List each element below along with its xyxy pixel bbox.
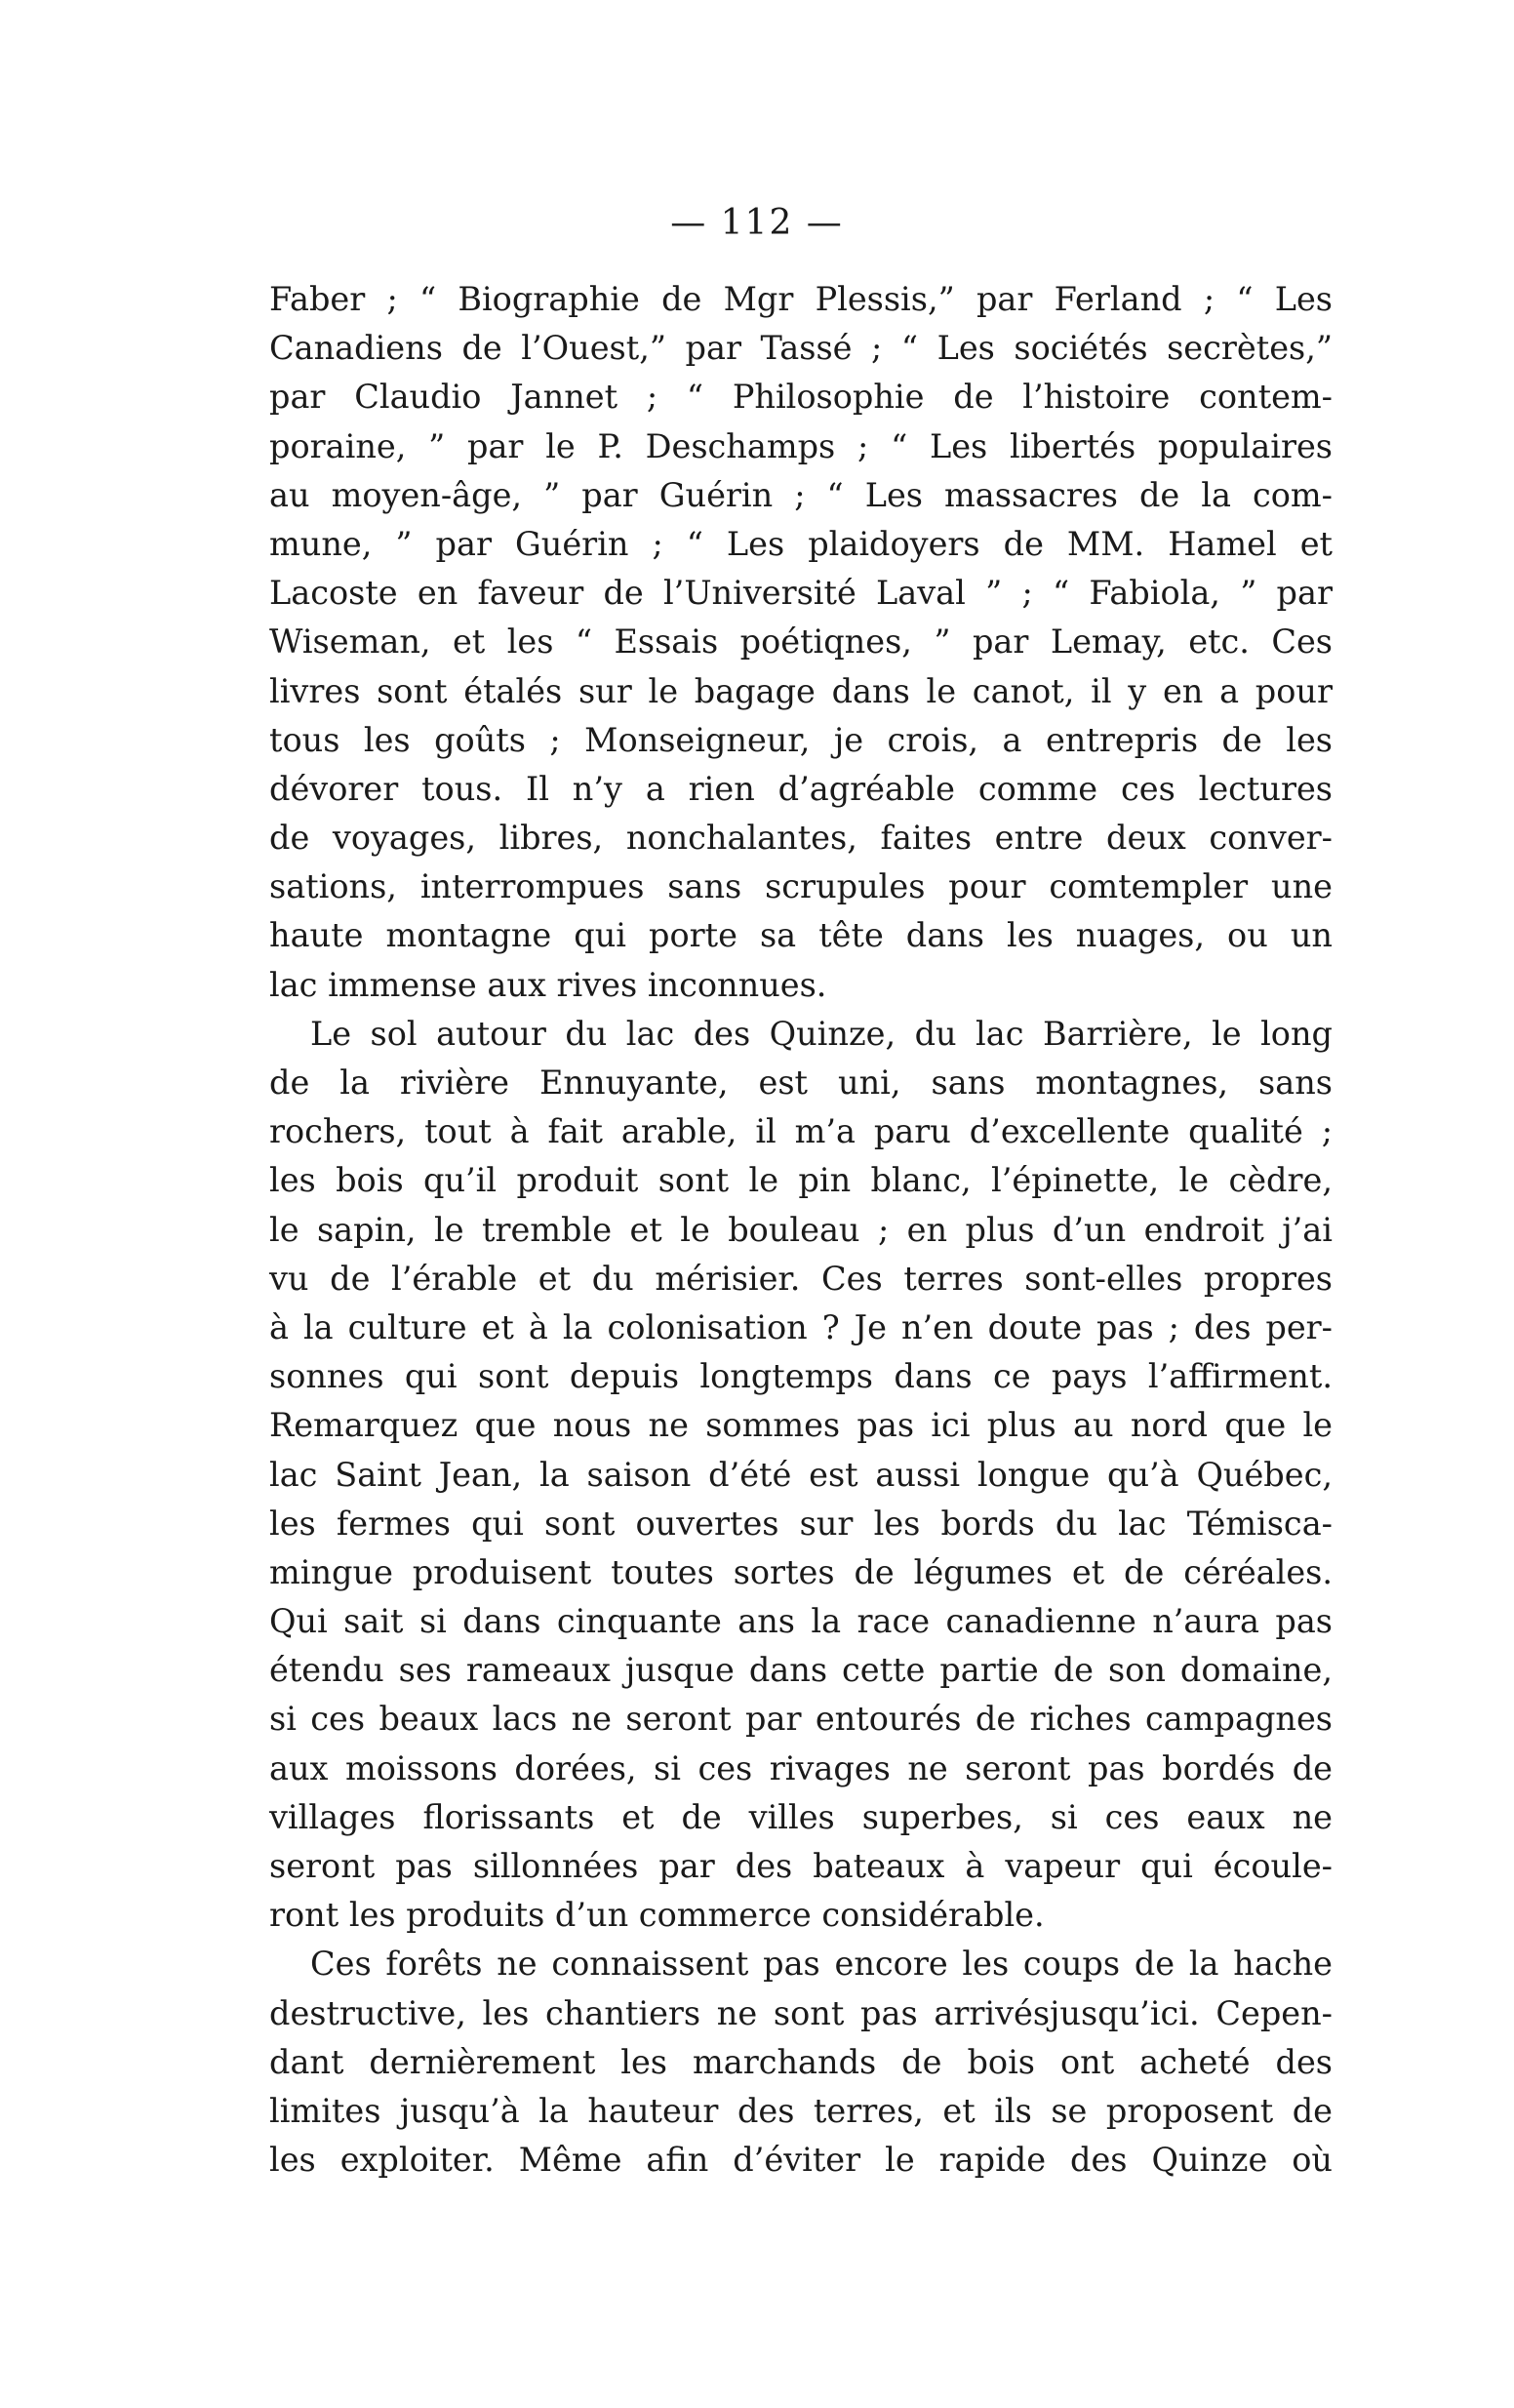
text-line: seront pas sillonnées par des bateaux à vapeur qui écoule- [269, 1847, 1333, 1885]
text-line: les exploiter. Même afin d’éviter le rapide des Quinze où [269, 2141, 1333, 2180]
page-number: — 112 — [670, 203, 844, 243]
text-line: tous les goûts ; Monseigneur, je crois, a entrepris de les [269, 720, 1333, 759]
text-line: lac Saint Jean, la saison d’été est aussi longue qu’à Québec, [269, 1455, 1333, 1494]
text-line: de voyages, libres, nonchalantes, faites entre deux conver- [269, 819, 1333, 858]
text-line: Canadiens de l’Ouest,” par Tassé ; “ Les sociétés secrètes,” [269, 329, 1333, 368]
text-line: le sapin, le tremble et le bouleau ; en plus d’un endroit j’ai [269, 1210, 1333, 1249]
paragraph-end-line: ront les produits d’un commerce considérable. [269, 1896, 1045, 1935]
text-line: Qui sait si dans cinquante ans la race canadienne n’aura pas [269, 1602, 1333, 1641]
text-line: mingue produisent toutes sortes de légumes et de céréales. [269, 1552, 1333, 1591]
text-line: Faber ; “ Biographie de Mgr Plessis,” par Ferland ; “ Les [269, 280, 1333, 318]
body-text [269, 275, 1333, 2185]
text-line: les bois qu’il produit sont le pin blanc, l’épinette, le cèdre, [269, 1161, 1333, 1200]
text-line: au moyen-âge, ” par Guérin ; “ Les massacres de la com- [269, 475, 1333, 514]
text-line: rochers, tout à fait arable, il m’a paru d’excellente qualité ; [269, 1112, 1333, 1151]
text-line: mune, ” par Guérin ; “ Les plaidoyers de MM. Hamel et [269, 524, 1333, 563]
paragraph-start-line: Le sol autour du lac des Quinze, du lac Barrière, le long [310, 1014, 1333, 1053]
text-line: vu de l’érable et du mérisier. Ces terres sont-elles propres [269, 1259, 1333, 1298]
text-line: Wiseman, et les “ Essais poétiqnes, ” par Lemay, etc. Ces [269, 622, 1333, 662]
text-line: sations, interrompues sans scrupules pour comtempler une [269, 867, 1333, 906]
text-line: sonnes qui sont depuis longtemps dans ce pays l’affirment. [269, 1357, 1333, 1396]
text-line: étendu ses rameaux jusque dans cette partie de son domaine, [269, 1651, 1333, 1690]
text-line: à la culture et à la colonisation ? Je n’en doute pas ; des per- [269, 1307, 1333, 1346]
text-line: haute montagne qui porte sa tête dans les nuages, ou un [269, 916, 1333, 955]
text-line: Lacoste en faveur de l’Université Laval ” ; “ Fabiola, ” par [269, 574, 1333, 613]
text-line: aux moissons dorées, si ces rivages ne seront pas bordés de [269, 1748, 1333, 1787]
text-line: poraine, ” par le P. Deschamps ; “ Les libertés populaires [269, 426, 1333, 465]
text-line: de la rivière Ennuyante, est uni, sans montagnes, sans [269, 1064, 1333, 1102]
text-line: livres sont étalés sur le bagage dans le canot, il y en a pour [269, 671, 1333, 710]
text-line: limites jusqu’à la hauteur des terres, et ils se proposent de [269, 2091, 1333, 2130]
text-line: dévorer tous. Il n’y a rien d’agréable comme ces lectures [269, 769, 1333, 808]
text-line: les fermes qui sont ouvertes sur les bords du lac Témisca- [269, 1504, 1333, 1543]
paragraph-start-line: Ces forêts ne connaissent pas encore les coups de la hache [310, 1945, 1333, 1984]
text-line: Remarquez que nous ne sommes pas ici plus au nord que le [269, 1406, 1333, 1445]
text-line: villages florissants et de villes superbes, si ces eaux ne [269, 1797, 1333, 1836]
paragraph-end-line: lac immense aux rives inconnues. [269, 965, 827, 1004]
text-line: par Claudio Jannet ; “ Philosophie de l’histoire contem- [269, 378, 1333, 417]
text-line: destructive, les chantiers ne sont pas arrivésjusqu’ici. Cepen- [269, 1993, 1333, 2032]
text-line: dant dernièrement les marchands de bois ont acheté des [269, 2042, 1333, 2081]
text-line: si ces beaux lacs ne seront par entourés de riches campagnes [269, 1700, 1333, 1739]
